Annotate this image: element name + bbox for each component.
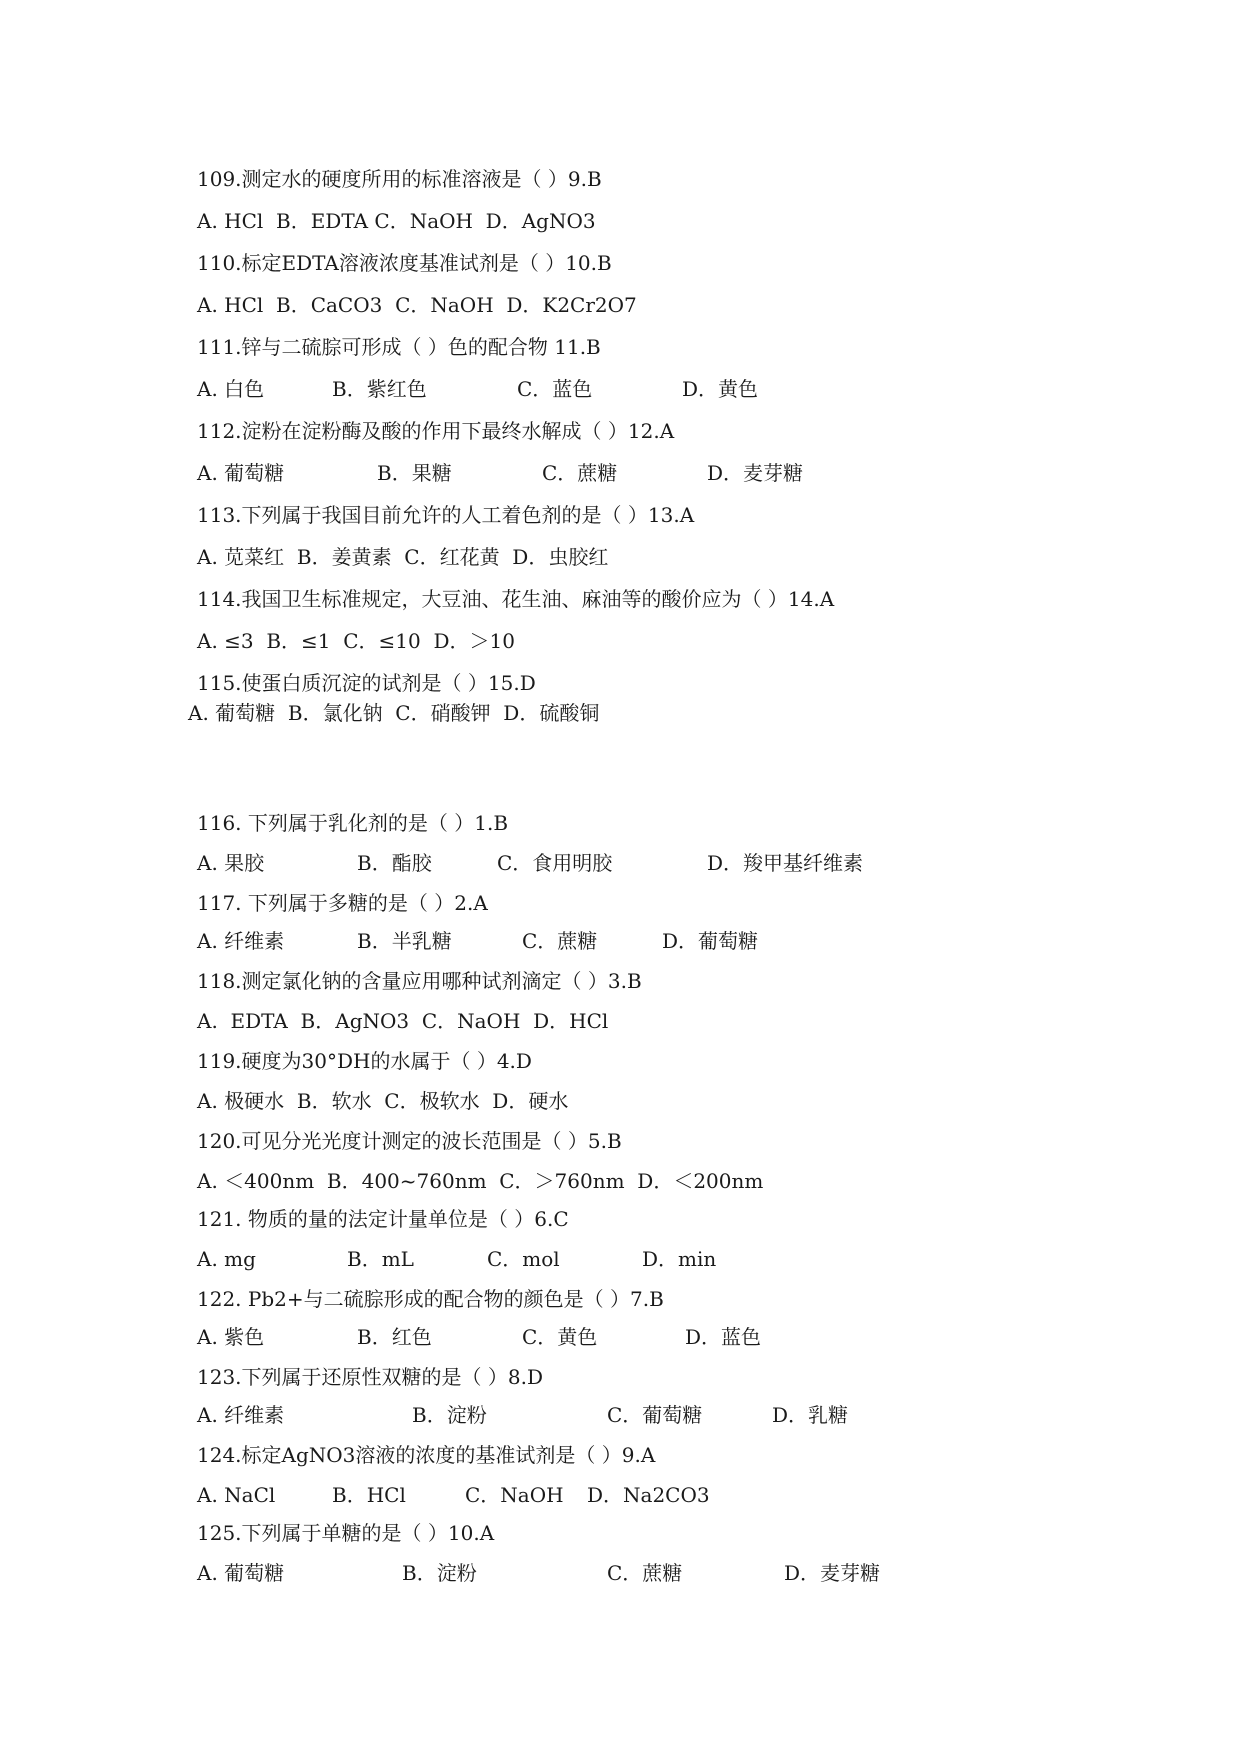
options-111 [197, 376, 759, 402]
option-a: A. 紫色 [197, 1325, 265, 1349]
question-118: 118.测定氯化钠的含量应用哪种试剂滴定（ ）3.B [197, 969, 642, 993]
question-112: 112.淀粉在淀粉酶及酸的作用下最终水解成（ ）12.A [197, 419, 675, 443]
options-121 [197, 1246, 717, 1272]
question-113: 113.下列属于我国目前允许的人工着色剂的是（ ）13.A [197, 503, 695, 527]
option-c: C．食用明胶 [497, 851, 613, 875]
question-119: 119.硬度为30°DH的水属于（ ）4.D [197, 1049, 532, 1073]
option-b: B．红色 [357, 1325, 432, 1349]
option-d: D．羧甲基纤维素 [707, 851, 864, 875]
options-122 [197, 1324, 762, 1350]
option-c: C．NaOH [465, 1483, 564, 1507]
question-116: 116. 下列属于乳化剂的是（ ）1.B [197, 811, 509, 835]
option-b: B．酯胶 [357, 851, 432, 875]
option-b: B．紫红色 [332, 377, 427, 401]
option-a: A. NaCl [197, 1483, 276, 1507]
option-d: D．Na2CO3 [587, 1483, 710, 1507]
option-line: A. 苋菜红 B．姜黄素 C．红花黄 D．虫胶红 [197, 545, 609, 569]
question-114: 114.我国卫生标准规定，大豆油、花生油、麻油等的酸价应为（ ）14.A [197, 587, 835, 611]
options-118 [197, 1008, 609, 1034]
options-125 [197, 1560, 881, 1586]
question-121: 121. 物质的量的法定计量单位是（ ）6.C [197, 1207, 569, 1231]
options-112 [197, 460, 804, 486]
options-110 [197, 292, 637, 318]
option-d: D．乳糖 [772, 1403, 849, 1427]
option-c: C．蔗糖 [607, 1561, 683, 1585]
question-117: 117. 下列属于多糖的是（ ）2.A [197, 891, 488, 915]
option-c: C．黄色 [522, 1325, 598, 1349]
option-line: A. HCl B．EDTA C．NaOH D．AgNO3 [197, 209, 596, 233]
option-d: D．麦芽糖 [707, 461, 804, 485]
options-117 [197, 928, 759, 954]
option-b: B．淀粉 [402, 1561, 477, 1585]
option-c: C．蔗糖 [522, 929, 598, 953]
option-c: C．蔗糖 [542, 461, 618, 485]
option-b: B．淀粉 [412, 1403, 487, 1427]
options-116 [197, 850, 864, 876]
option-c: C．mol [487, 1247, 560, 1271]
option-c: C．葡萄糖 [607, 1403, 703, 1427]
options-109 [197, 208, 596, 234]
option-line: A. HCl B．CaCO3 C．NaOH D．K2Cr2O7 [197, 293, 637, 317]
option-line: A. ≤3 B．≤1 C．≤10 D．＞10 [197, 629, 515, 653]
option-b: B．HCl [332, 1483, 406, 1507]
options-114 [197, 628, 515, 654]
option-b: B．果糖 [377, 461, 452, 485]
option-b: B．mL [347, 1247, 414, 1271]
option-c: C．蓝色 [517, 377, 593, 401]
option-line: A. EDTA B．AgNO3 C．NaOH D．HCl [197, 1009, 609, 1033]
option-line: A. 葡萄糖 B．氯化钠 C．硝酸钾 D．硫酸铜 [188, 701, 600, 725]
options-119 [197, 1088, 569, 1114]
option-d: D．min [642, 1247, 717, 1271]
question-124: 124.标定AgNO3溶液的浓度的基准试剂是（ ）9.A [197, 1443, 656, 1467]
option-a: A. mg [197, 1247, 256, 1271]
question-109: 109.测定水的硬度所用的标准溶液是（ ）9.B [197, 167, 602, 191]
option-d: D．黄色 [682, 377, 759, 401]
option-a: A. 葡萄糖 [197, 461, 285, 485]
option-a: A. 纤维素 [197, 929, 285, 953]
option-a: A. 纤维素 [197, 1403, 285, 1427]
question-115: 115.使蛋白质沉淀的试剂是（ ）15.D [197, 671, 536, 695]
question-123: 123.下列属于还原性双糖的是（ ）8.D [197, 1365, 544, 1389]
option-d: D．麦芽糖 [784, 1561, 881, 1585]
question-122: 122. Pb2+与二硫腙形成的配合物的颜色是（ ）7.B [197, 1287, 664, 1311]
question-111: 111.锌与二硫腙可形成（ ）色的配合物 11.B [197, 335, 601, 359]
question-110: 110.标定EDTA溶液浓度基准试剂是（ ）10.B [197, 251, 612, 275]
options-124 [197, 1482, 710, 1508]
question-120: 120.可见分光光度计测定的波长范围是（ ）5.B [197, 1129, 622, 1153]
option-line: A. 极硬水 B．软水 C．极软水 D．硬水 [197, 1089, 569, 1113]
option-d: D．蓝色 [685, 1325, 762, 1349]
options-113 [197, 544, 609, 570]
option-a: A. 葡萄糖 [197, 1561, 285, 1585]
option-d: D．葡萄糖 [662, 929, 759, 953]
options-115 [188, 700, 600, 726]
option-a: A. 果胶 [197, 851, 265, 875]
options-120 [197, 1168, 764, 1194]
option-a: A. 白色 [197, 377, 265, 401]
option-line: A. ＜400nm B．400~760nm C．＞760nm D．＜200nm [197, 1169, 764, 1193]
option-b: B．半乳糖 [357, 929, 452, 953]
question-125: 125.下列属于单糖的是（ ）10.A [197, 1521, 495, 1545]
options-123 [197, 1402, 849, 1428]
